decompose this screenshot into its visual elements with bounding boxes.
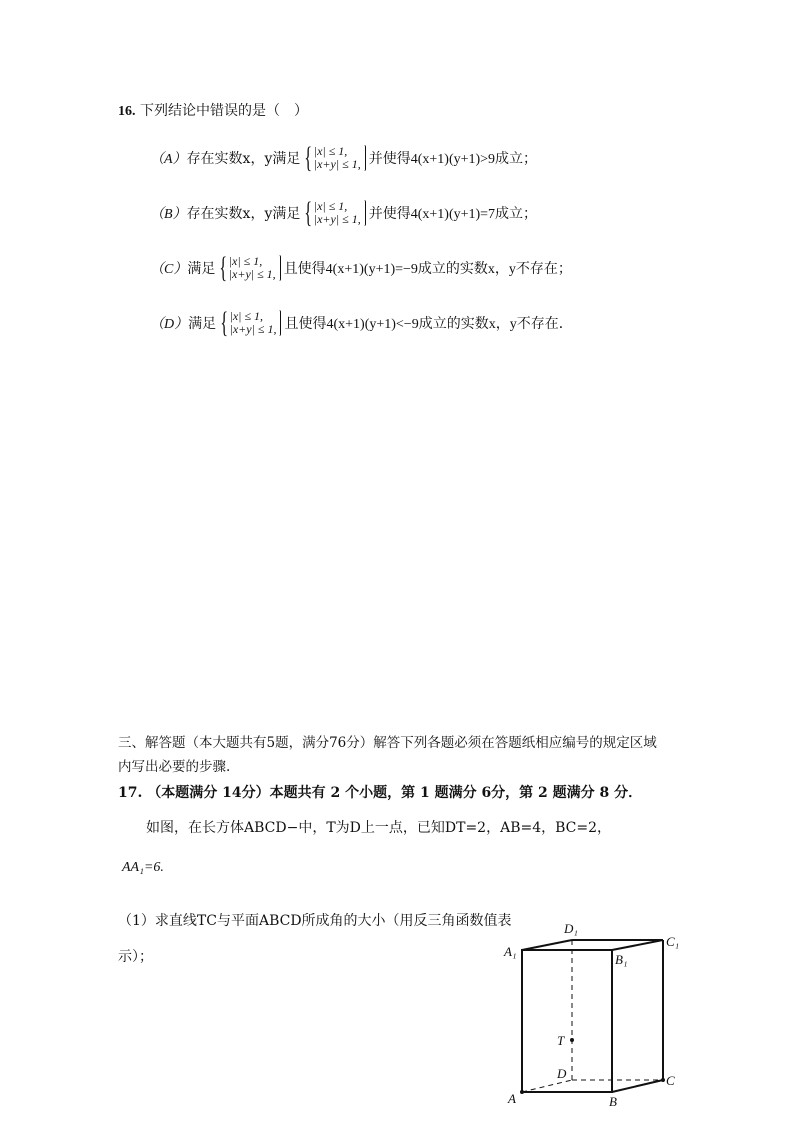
q16-stem-text: 下列结论中错误的是（ ）	[139, 103, 308, 119]
section3-line1: 三、解答题（本大题共有5题，满分76分）解答下列各题必须在答题纸相应编号的规定区域	[118, 735, 657, 751]
system-line-2: |x+y| ≤ 1,	[313, 212, 361, 226]
q16-option-c	[150, 253, 572, 283]
option-c-system: { |x| ≤ 1, |x+y| ≤ 1,	[216, 253, 282, 283]
q17-text2: AA₁=6.	[122, 860, 164, 875]
system-line-1: |x| ≤ 1,	[229, 309, 264, 323]
q16-stem	[118, 100, 308, 120]
option-c-pre: 满足	[187, 261, 216, 277]
system-line-2: |x+y| ≤ 1,	[313, 157, 361, 171]
system-line-2: |x+y| ≤ 1,	[228, 267, 276, 281]
system-line-1: |x| ≤ 1,	[313, 199, 348, 213]
q16-option-d	[150, 308, 573, 338]
edge-b1-c1	[612, 940, 663, 950]
q16-number: 16.	[118, 104, 136, 119]
label-d1: D₁	[564, 921, 578, 936]
system-line-1: |x| ≤ 1,	[313, 144, 348, 158]
option-a-pre: 存在实数x，y满足	[186, 151, 301, 167]
option-b-post: 并使得4(x+1)(y+1)=7成立；	[368, 207, 538, 222]
option-a-system: { |x| ≤ 1, |x+y| ≤ 1,	[301, 143, 367, 173]
label-c: C	[666, 1073, 675, 1088]
option-d-post: 且使得4(x+1)(y+1)<−9成立的实数x，y不存在．	[284, 317, 573, 332]
option-c-post: 且使得4(x+1)(y+1)=−9成立的实数x，y不存在；	[283, 262, 572, 277]
q17-header: 17. （本题满分 14分）本题共有 2 个小题，第 1 题满分 6分，第 2 题满分 8 分．	[118, 785, 643, 801]
edge-a1-d1	[522, 940, 572, 950]
option-a-label: （A）	[150, 152, 187, 167]
option-b-label: （B）	[150, 207, 187, 222]
option-a-post: 并使得4(x+1)(y+1)>9成立；	[368, 152, 538, 167]
label-t: T	[557, 1033, 565, 1048]
point-t	[570, 1038, 574, 1042]
edge-a-d	[522, 1080, 572, 1092]
option-b-pre: 存在实数x，y满足	[186, 206, 301, 222]
edge-b-c	[612, 1080, 663, 1092]
system-line-2: |x+y| ≤ 1,	[229, 322, 277, 336]
option-d-label: （D）	[150, 317, 189, 332]
cuboid-figure	[495, 915, 695, 1110]
option-d-system: { |x| ≤ 1, |x+y| ≤ 1,	[217, 308, 283, 338]
point-a	[520, 1090, 524, 1094]
label-b1: B₁	[615, 952, 628, 967]
front-face	[522, 950, 612, 1092]
section3-line2: 内写出必要的步骤.	[118, 759, 231, 775]
label-d: D	[557, 1066, 567, 1081]
label-c1: C₁	[666, 934, 680, 949]
option-d-pre: 满足	[188, 316, 217, 332]
q17-part1-line1: （1）求直线TC与平面ABCD所成角的大小（用反三角函数值表	[118, 913, 512, 929]
q17-part1-line2: 示）；	[118, 949, 153, 965]
system-line-1: |x| ≤ 1,	[228, 254, 263, 268]
label-a1: A₁	[504, 944, 517, 959]
q16-option-a	[150, 143, 537, 173]
label-a: A	[508, 1091, 516, 1106]
option-b-system: { |x| ≤ 1, |x+y| ≤ 1,	[301, 198, 367, 228]
option-c-label: （C）	[150, 262, 188, 277]
q17-text1: 如图，在长方体ABCD−中，T为D上一点，已知DT=2，AB=4，BC=2，	[146, 820, 612, 836]
q16-option-b	[150, 198, 537, 228]
label-b: B	[609, 1094, 617, 1109]
point-c	[661, 1078, 665, 1082]
